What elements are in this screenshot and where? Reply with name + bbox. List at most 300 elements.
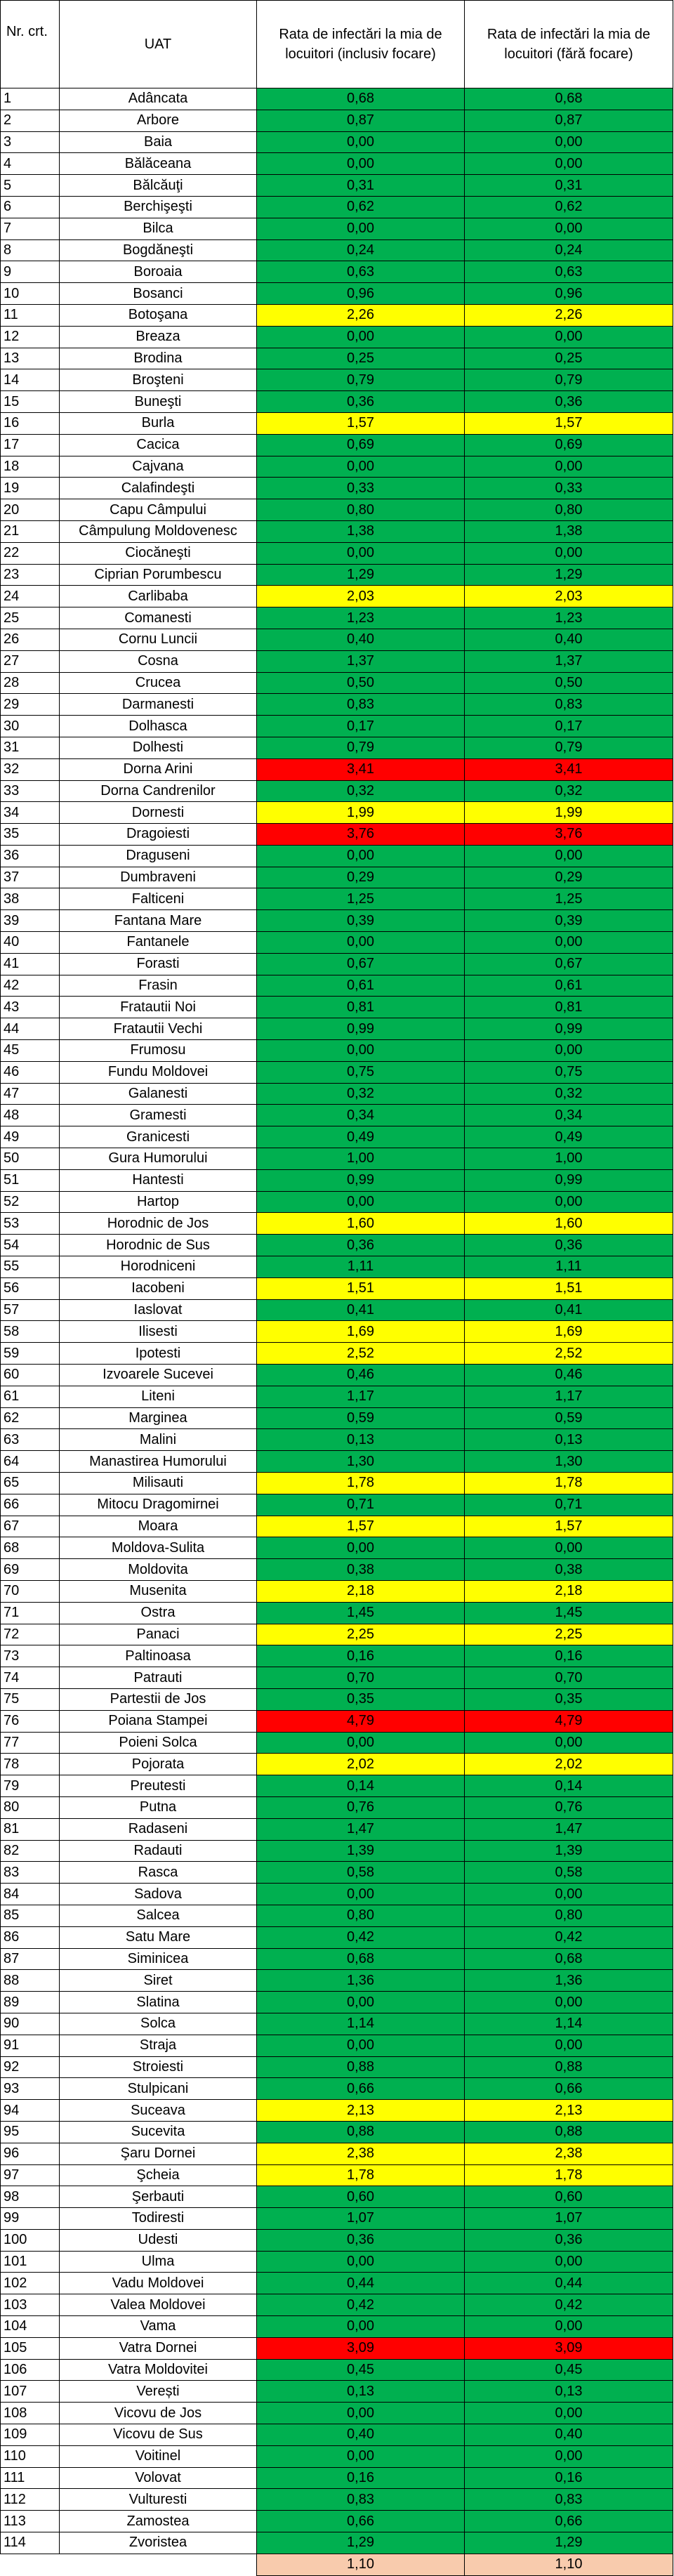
row-number: 35 [1, 824, 60, 846]
row-rate-including-outbreaks: 2,13 [257, 2100, 465, 2122]
row-rate-excluding-outbreaks: 1,23 [465, 607, 673, 629]
row-rate-including-outbreaks: 0,00 [257, 1884, 465, 1905]
row-uat-name: Bălăceana [60, 153, 257, 175]
row-number: 66 [1, 1494, 60, 1516]
row-rate-excluding-outbreaks: 0,33 [465, 478, 673, 499]
row-rate-including-outbreaks: 0,88 [257, 2121, 465, 2143]
row-number: 88 [1, 1970, 60, 1992]
row-number: 8 [1, 239, 60, 261]
row-rate-excluding-outbreaks: 0,00 [465, 131, 673, 153]
row-rate-including-outbreaks: 0,67 [257, 953, 465, 975]
table-row [1, 2467, 673, 2489]
row-uat-name: Radauti [60, 1840, 257, 1862]
row-uat-name: Gura Humorului [60, 1148, 257, 1170]
table-row [1, 737, 673, 758]
row-number: 39 [1, 910, 60, 932]
row-rate-including-outbreaks: 0,62 [257, 196, 465, 218]
row-rate-excluding-outbreaks: 0,00 [465, 153, 673, 175]
table-row [1, 953, 673, 975]
row-number: 95 [1, 2121, 60, 2143]
row-uat-name: Iacobeni [60, 1277, 257, 1299]
row-rate-including-outbreaks: 0,87 [257, 110, 465, 131]
row-rate-excluding-outbreaks: 0,63 [465, 261, 673, 283]
row-number: 105 [1, 2337, 60, 2359]
table-row [1, 1213, 673, 1235]
row-rate-excluding-outbreaks: 1,51 [465, 1277, 673, 1299]
row-uat-name: Zamostea [60, 2511, 257, 2532]
row-rate-including-outbreaks: 1,51 [257, 1277, 465, 1299]
row-rate-excluding-outbreaks: 2,26 [465, 304, 673, 326]
row-rate-including-outbreaks: 0,00 [257, 1040, 465, 1062]
row-uat-name: Dumbraveni [60, 867, 257, 888]
row-rate-including-outbreaks: 0,00 [257, 1537, 465, 1559]
row-rate-including-outbreaks: 1,99 [257, 802, 465, 824]
table-row [1, 1667, 673, 1689]
row-number: 93 [1, 2078, 60, 2100]
row-number: 14 [1, 369, 60, 391]
table-row [1, 2013, 673, 2035]
row-rate-excluding-outbreaks: 2,25 [465, 1624, 673, 1645]
row-rate-excluding-outbreaks: 0,35 [465, 1688, 673, 1710]
table-row [1, 1407, 673, 1429]
row-rate-including-outbreaks: 0,66 [257, 2511, 465, 2532]
row-rate-excluding-outbreaks: 1,17 [465, 1386, 673, 1407]
row-rate-including-outbreaks: 0,75 [257, 1061, 465, 1083]
row-uat-name: Fantanele [60, 932, 257, 954]
table-row [1, 932, 673, 954]
row-rate-including-outbreaks: 0,76 [257, 1796, 465, 1818]
row-rate-including-outbreaks: 0,00 [257, 2035, 465, 2056]
row-rate-excluding-outbreaks: 0,16 [465, 1645, 673, 1667]
row-number: 71 [1, 1602, 60, 1624]
row-uat-name: Manastirea Humorului [60, 1451, 257, 1473]
table-row [1, 2035, 673, 2056]
table-row [1, 2532, 673, 2554]
total-rate-including-outbreaks: 1,10 [257, 2554, 465, 2575]
table-row [1, 1148, 673, 1170]
row-number: 19 [1, 478, 60, 499]
row-uat-name: Forasti [60, 953, 257, 975]
row-uat-name: Panaci [60, 1624, 257, 1645]
row-rate-excluding-outbreaks: 0,13 [465, 1429, 673, 1451]
table-row [1, 2359, 673, 2381]
row-rate-including-outbreaks: 0,40 [257, 629, 465, 650]
table-row [1, 2251, 673, 2273]
row-number: 76 [1, 1710, 60, 1732]
row-uat-name: Stulpicani [60, 2078, 257, 2100]
row-rate-including-outbreaks: 0,00 [257, 2403, 465, 2424]
row-number: 77 [1, 1732, 60, 1754]
row-number: 46 [1, 1061, 60, 1083]
row-rate-excluding-outbreaks: 1,37 [465, 650, 673, 672]
table-row [1, 824, 673, 846]
row-uat-name: Calafindeşti [60, 478, 257, 499]
row-rate-excluding-outbreaks: 0,00 [465, 1992, 673, 2013]
row-rate-including-outbreaks: 0,99 [257, 1018, 465, 1040]
row-uat-name: Rasca [60, 1862, 257, 1884]
row-number: 12 [1, 326, 60, 348]
row-rate-excluding-outbreaks: 0,00 [465, 326, 673, 348]
table-row [1, 478, 673, 499]
row-uat-name: Zvoristea [60, 2532, 257, 2554]
row-uat-name: Moldova-Sulita [60, 1537, 257, 1559]
row-rate-including-outbreaks: 0,00 [257, 456, 465, 478]
row-rate-including-outbreaks: 0,16 [257, 1645, 465, 1667]
row-rate-including-outbreaks: 2,18 [257, 1580, 465, 1602]
row-rate-excluding-outbreaks: 0,58 [465, 1862, 673, 1884]
row-rate-excluding-outbreaks: 1,47 [465, 1818, 673, 1840]
row-rate-excluding-outbreaks: 0,61 [465, 975, 673, 997]
row-number: 38 [1, 888, 60, 910]
row-rate-including-outbreaks: 3,09 [257, 2337, 465, 2359]
table-row [1, 218, 673, 239]
row-rate-including-outbreaks: 2,26 [257, 304, 465, 326]
row-rate-excluding-outbreaks: 4,79 [465, 1710, 673, 1732]
row-rate-including-outbreaks: 2,03 [257, 586, 465, 607]
row-rate-excluding-outbreaks: 0,68 [465, 1948, 673, 1970]
row-uat-name: Ulma [60, 2251, 257, 2273]
row-uat-name: Cajvana [60, 456, 257, 478]
row-rate-including-outbreaks: 0,35 [257, 1688, 465, 1710]
table-row [1, 1624, 673, 1645]
row-rate-excluding-outbreaks: 0,75 [465, 1061, 673, 1083]
row-uat-name: Vicovu de Jos [60, 2403, 257, 2424]
row-rate-excluding-outbreaks: 2,52 [465, 1343, 673, 1365]
row-uat-name: Horodniceni [60, 1256, 257, 1278]
row-rate-excluding-outbreaks: 0,80 [465, 1905, 673, 1926]
row-number: 70 [1, 1580, 60, 1602]
table-row [1, 412, 673, 434]
row-rate-excluding-outbreaks: 1,14 [465, 2013, 673, 2035]
row-uat-name: Adâncata [60, 88, 257, 110]
row-rate-including-outbreaks: 0,13 [257, 2381, 465, 2403]
table-row [1, 564, 673, 586]
row-number: 33 [1, 780, 60, 802]
table-row [1, 1537, 673, 1559]
row-uat-name: Sadova [60, 1884, 257, 1905]
row-rate-including-outbreaks: 0,00 [257, 1992, 465, 2013]
row-number: 20 [1, 499, 60, 521]
row-uat-name: Marginea [60, 1407, 257, 1429]
row-number: 55 [1, 1256, 60, 1278]
table-row [1, 1429, 673, 1451]
table-row [1, 780, 673, 802]
table-row [1, 1948, 673, 1970]
row-rate-including-outbreaks: 0,32 [257, 780, 465, 802]
table-row [1, 2511, 673, 2532]
row-rate-including-outbreaks: 0,79 [257, 737, 465, 758]
row-rate-excluding-outbreaks: 0,00 [465, 1732, 673, 1754]
table-row [1, 845, 673, 867]
table-row [1, 304, 673, 326]
row-uat-name: Solca [60, 2013, 257, 2035]
row-number: 68 [1, 1537, 60, 1559]
table-row [1, 1256, 673, 1278]
row-rate-excluding-outbreaks: 0,40 [465, 629, 673, 650]
row-number: 80 [1, 1796, 60, 1818]
table-row [1, 88, 673, 110]
row-rate-including-outbreaks: 1,07 [257, 2208, 465, 2230]
row-rate-excluding-outbreaks: 1,57 [465, 412, 673, 434]
table-row [1, 1386, 673, 1407]
row-rate-excluding-outbreaks: 0,00 [465, 542, 673, 564]
table-row [1, 586, 673, 607]
row-number: 41 [1, 953, 60, 975]
row-number: 97 [1, 2164, 60, 2186]
row-rate-including-outbreaks: 0,13 [257, 1429, 465, 1451]
table-row [1, 520, 673, 542]
table-row [1, 1754, 673, 1775]
table-row [1, 629, 673, 650]
row-rate-including-outbreaks: 1,29 [257, 564, 465, 586]
table-row [1, 434, 673, 456]
row-number: 30 [1, 716, 60, 737]
row-uat-name: Salcea [60, 1905, 257, 1926]
header-row [1, 1, 673, 88]
row-number: 43 [1, 997, 60, 1018]
row-rate-excluding-outbreaks: 0,32 [465, 780, 673, 802]
table-row [1, 2294, 673, 2316]
row-uat-name: Ostra [60, 1602, 257, 1624]
row-number: 37 [1, 867, 60, 888]
table-row [1, 694, 673, 716]
row-rate-including-outbreaks: 0,31 [257, 175, 465, 197]
table-row [1, 1732, 673, 1754]
table-row [1, 326, 673, 348]
row-rate-including-outbreaks: 1,17 [257, 1386, 465, 1407]
row-number: 98 [1, 2186, 60, 2208]
row-rate-excluding-outbreaks: 0,67 [465, 953, 673, 975]
row-rate-including-outbreaks: 1,14 [257, 2013, 465, 2035]
row-number: 112 [1, 2489, 60, 2511]
row-uat-name: Dorna Arini [60, 758, 257, 780]
row-rate-including-outbreaks: 0,00 [257, 1191, 465, 1213]
row-uat-name: Comanesti [60, 607, 257, 629]
table-row [1, 110, 673, 131]
row-uat-name: Botoşana [60, 304, 257, 326]
table-row [1, 975, 673, 997]
row-number: 10 [1, 283, 60, 305]
row-uat-name: Vatra Moldovitei [60, 2359, 257, 2381]
row-uat-name: Poieni Solca [60, 1732, 257, 1754]
row-rate-excluding-outbreaks: 0,50 [465, 672, 673, 694]
row-uat-name: Patrauti [60, 1667, 257, 1689]
total-blank-nr [1, 2554, 60, 2575]
row-uat-name: Gramesti [60, 1105, 257, 1126]
row-uat-name: Moara [60, 1516, 257, 1537]
row-rate-excluding-outbreaks: 0,00 [465, 1191, 673, 1213]
row-rate-excluding-outbreaks: 0,00 [465, 2316, 673, 2338]
row-uat-name: Valea Moldovei [60, 2294, 257, 2316]
row-rate-excluding-outbreaks: 0,79 [465, 369, 673, 391]
row-number: 2 [1, 110, 60, 131]
row-uat-name: Dolhesti [60, 737, 257, 758]
row-rate-including-outbreaks: 0,00 [257, 2316, 465, 2338]
header-nr-crt: Nr. crt. [1, 1, 60, 88]
row-rate-including-outbreaks: 0,63 [257, 261, 465, 283]
row-number: 9 [1, 261, 60, 283]
row-rate-excluding-outbreaks: 0,00 [465, 2035, 673, 2056]
row-rate-including-outbreaks: 0,00 [257, 542, 465, 564]
row-number: 57 [1, 1299, 60, 1321]
row-number: 67 [1, 1516, 60, 1537]
row-rate-including-outbreaks: 1,60 [257, 1213, 465, 1235]
row-rate-including-outbreaks: 0,88 [257, 2056, 465, 2078]
row-rate-excluding-outbreaks: 0,66 [465, 2511, 673, 2532]
row-rate-excluding-outbreaks: 0,66 [465, 2078, 673, 2100]
row-rate-including-outbreaks: 0,71 [257, 1494, 465, 1516]
row-rate-including-outbreaks: 0,32 [257, 1083, 465, 1105]
table-row [1, 2316, 673, 2338]
row-rate-including-outbreaks: 0,68 [257, 1948, 465, 1970]
row-rate-including-outbreaks: 1,78 [257, 1473, 465, 1494]
row-rate-including-outbreaks: 0,36 [257, 391, 465, 413]
table-row [1, 716, 673, 737]
row-rate-excluding-outbreaks: 1,00 [465, 1148, 673, 1170]
table-row [1, 1473, 673, 1494]
header-rate-excluding-outbreaks: Rata de infectări la mia de locuitori (fără focare) [465, 1, 673, 88]
table-row [1, 1191, 673, 1213]
row-rate-excluding-outbreaks: 0,00 [465, 2251, 673, 2273]
table-row [1, 1365, 673, 1386]
row-rate-including-outbreaks: 0,34 [257, 1105, 465, 1126]
row-number: 50 [1, 1148, 60, 1170]
row-number: 106 [1, 2359, 60, 2381]
table-row [1, 1775, 673, 1797]
row-rate-excluding-outbreaks: 0,31 [465, 175, 673, 197]
table-row [1, 1126, 673, 1148]
row-number: 26 [1, 629, 60, 650]
row-number: 21 [1, 520, 60, 542]
row-number: 90 [1, 2013, 60, 2035]
row-rate-excluding-outbreaks: 0,42 [465, 1926, 673, 1948]
row-rate-excluding-outbreaks: 0,13 [465, 2381, 673, 2403]
table-row [1, 1494, 673, 1516]
row-number: 110 [1, 2445, 60, 2467]
row-number: 28 [1, 672, 60, 694]
row-rate-excluding-outbreaks: 1,30 [465, 1451, 673, 1473]
row-number: 78 [1, 1754, 60, 1775]
row-rate-excluding-outbreaks: 1,45 [465, 1602, 673, 1624]
row-rate-including-outbreaks: 2,02 [257, 1754, 465, 1775]
row-uat-name: Malini [60, 1429, 257, 1451]
row-rate-excluding-outbreaks: 0,60 [465, 2186, 673, 2208]
row-rate-excluding-outbreaks: 2,02 [465, 1754, 673, 1775]
total-row [1, 2554, 673, 2575]
row-number: 6 [1, 196, 60, 218]
row-rate-including-outbreaks: 1,39 [257, 1840, 465, 1862]
row-rate-including-outbreaks: 0,96 [257, 283, 465, 305]
table-row [1, 1580, 673, 1602]
row-rate-including-outbreaks: 0,00 [257, 1732, 465, 1754]
row-rate-excluding-outbreaks: 1,29 [465, 564, 673, 586]
row-number: 58 [1, 1321, 60, 1343]
row-rate-excluding-outbreaks: 0,17 [465, 716, 673, 737]
row-rate-including-outbreaks: 1,78 [257, 2164, 465, 2186]
row-number: 17 [1, 434, 60, 456]
row-uat-name: Falticeni [60, 888, 257, 910]
table-row [1, 1018, 673, 1040]
row-rate-including-outbreaks: 0,39 [257, 910, 465, 932]
table-row [1, 2143, 673, 2164]
row-rate-excluding-outbreaks: 0,45 [465, 2359, 673, 2381]
row-uat-name: Broşteni [60, 369, 257, 391]
table-row [1, 1905, 673, 1926]
row-uat-name: Hartop [60, 1191, 257, 1213]
row-rate-excluding-outbreaks: 1,29 [465, 2532, 673, 2554]
row-rate-including-outbreaks: 0,44 [257, 2273, 465, 2294]
row-uat-name: Cacica [60, 434, 257, 456]
row-number: 5 [1, 175, 60, 197]
row-rate-including-outbreaks: 0,17 [257, 716, 465, 737]
row-uat-name: Vama [60, 2316, 257, 2338]
row-rate-including-outbreaks: 3,41 [257, 758, 465, 780]
row-uat-name: Slatina [60, 1992, 257, 2013]
row-number: 81 [1, 1818, 60, 1840]
row-number: 40 [1, 932, 60, 954]
row-uat-name: Satu Mare [60, 1926, 257, 1948]
row-rate-excluding-outbreaks: 0,96 [465, 283, 673, 305]
table-row [1, 542, 673, 564]
table-row [1, 2164, 673, 2186]
row-rate-excluding-outbreaks: 1,38 [465, 520, 673, 542]
table-row [1, 175, 673, 197]
row-rate-including-outbreaks: 1,57 [257, 412, 465, 434]
table-row [1, 1884, 673, 1905]
row-uat-name: Arbore [60, 110, 257, 131]
table-row [1, 1796, 673, 1818]
row-number: 111 [1, 2467, 60, 2489]
row-number: 100 [1, 2229, 60, 2251]
row-rate-including-outbreaks: 0,99 [257, 1169, 465, 1191]
table-row [1, 2424, 673, 2446]
row-rate-including-outbreaks: 0,00 [257, 932, 465, 954]
row-rate-excluding-outbreaks: 1,60 [465, 1213, 673, 1235]
row-number: 83 [1, 1862, 60, 1884]
row-rate-including-outbreaks: 0,33 [257, 478, 465, 499]
row-uat-name: Izvoarele Sucevei [60, 1365, 257, 1386]
row-number: 44 [1, 1018, 60, 1040]
table-row [1, 2078, 673, 2100]
row-number: 107 [1, 2381, 60, 2403]
table-row [1, 2489, 673, 2511]
table-row [1, 1926, 673, 1948]
row-number: 86 [1, 1926, 60, 1948]
row-number: 92 [1, 2056, 60, 2078]
table-row [1, 456, 673, 478]
row-rate-including-outbreaks: 4,79 [257, 1710, 465, 1732]
row-uat-name: Carlibaba [60, 586, 257, 607]
row-number: 114 [1, 2532, 60, 2554]
row-rate-including-outbreaks: 0,59 [257, 1407, 465, 1429]
table-row [1, 1970, 673, 1992]
row-uat-name: Burla [60, 412, 257, 434]
row-uat-name: Horodnic de Jos [60, 1213, 257, 1235]
row-uat-name: Bogdăneşti [60, 239, 257, 261]
row-rate-excluding-outbreaks: 0,00 [465, 1884, 673, 1905]
table-row [1, 499, 673, 521]
row-number: 85 [1, 1905, 60, 1926]
row-rate-excluding-outbreaks: 0,87 [465, 110, 673, 131]
row-rate-including-outbreaks: 0,69 [257, 434, 465, 456]
row-number: 23 [1, 564, 60, 586]
row-rate-including-outbreaks: 0,46 [257, 1365, 465, 1386]
row-rate-excluding-outbreaks: 1,78 [465, 2164, 673, 2186]
table-row [1, 131, 673, 153]
row-rate-excluding-outbreaks: 0,40 [465, 2424, 673, 2446]
row-number: 56 [1, 1277, 60, 1299]
row-rate-excluding-outbreaks: 0,83 [465, 694, 673, 716]
